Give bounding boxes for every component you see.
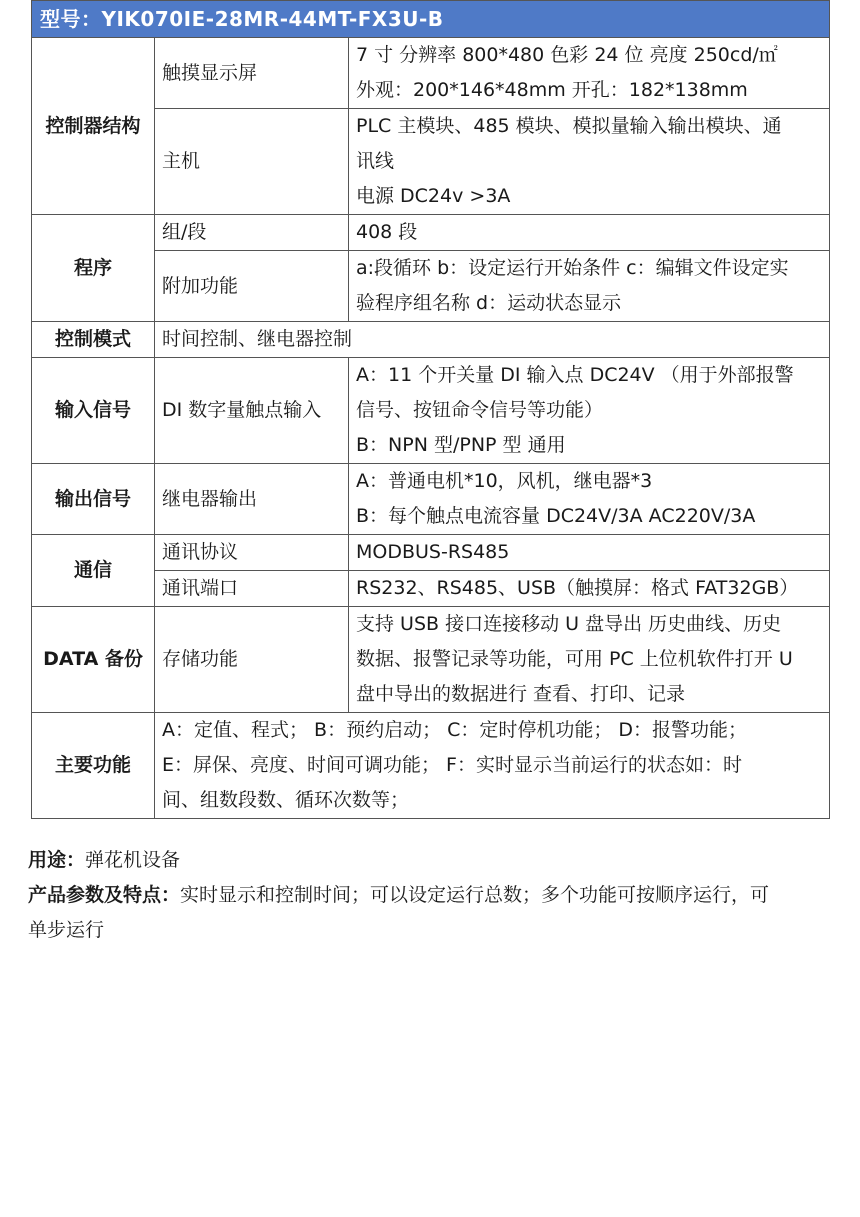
backup-line-1: 支持 USB 接口连接移动 U 盘导出 历史曲线、历史 xyxy=(356,613,782,635)
item-value-backup xyxy=(349,607,830,713)
item-label-touch: 触摸显示屏 xyxy=(155,38,349,109)
category-backup: DATA 备份 xyxy=(32,607,155,713)
category-output: 输出信号 xyxy=(32,464,155,535)
item-label-group: 组/段 xyxy=(155,215,349,251)
features-line-2: E：屏保、亮度、时间可调功能； F：实时显示当前运行的状态如：时 xyxy=(162,754,742,776)
item-value-group: 408 段 xyxy=(349,215,830,251)
backup-line-3: 盘中导出的数据进行 查看、打印、记录 xyxy=(356,683,686,705)
table-row xyxy=(32,464,830,535)
item-value-input xyxy=(349,358,830,464)
table-row xyxy=(32,38,830,109)
output-line-2: B：每个触点电流容量 DC24V/3A AC220V/3A xyxy=(356,505,756,527)
item-value-host xyxy=(349,109,830,215)
item-value-features xyxy=(155,713,830,819)
params-label: 产品参数及特点： xyxy=(28,884,181,906)
model-row xyxy=(32,1,830,38)
category-features: 主要功能 xyxy=(32,713,155,819)
item-label-extra: 附加功能 xyxy=(155,251,349,322)
item-label-input: DI 数字量触点输入 xyxy=(155,358,349,464)
item-label-backup: 存储功能 xyxy=(155,607,349,713)
table-row xyxy=(32,535,830,571)
usage-note xyxy=(28,843,828,878)
params-note xyxy=(28,878,828,913)
table-row xyxy=(32,322,830,358)
category-input: 输入信号 xyxy=(32,358,155,464)
item-value-control-mode: 时间控制、继电器控制 xyxy=(155,322,830,358)
spec-table xyxy=(31,0,830,819)
item-value-protocol: MODBUS-RS485 xyxy=(349,535,830,571)
item-value-touch xyxy=(349,38,830,109)
backup-line-2: 数据、报警记录等功能，可用 PC 上位机软件打开 U xyxy=(356,648,793,670)
model-title: 型号：YIK070IE-28MR-44MT-FX3U-B xyxy=(32,1,830,38)
params-value: 实时显示和控制时间；可以设定运行总数；多个功能可按顺序运行，可 xyxy=(180,884,770,906)
usage-value: 弹花机设备 xyxy=(85,849,181,871)
host-line-1: PLC 主模块、485 模块、模拟量输入输出模块、通 xyxy=(356,115,782,137)
touch-line-2: 外观：200*146*48mm 开孔：182*138mm xyxy=(356,79,748,101)
host-line-3: 电源 DC24v >3A xyxy=(356,185,511,207)
table-row xyxy=(32,358,830,464)
features-line-1: A：定值、程式； B：预约启动； C：定时停机功能； D：报警功能； xyxy=(162,719,748,741)
params-value-2: 单步运行 xyxy=(28,919,105,941)
features-line-3: 间、组数段数、循环次数等； xyxy=(162,789,410,811)
table-row xyxy=(32,713,830,819)
item-label-port: 通讯端口 xyxy=(155,571,349,607)
item-value-output xyxy=(349,464,830,535)
input-line-3: B：NPN 型/PNP 型 通用 xyxy=(356,434,566,456)
extra-line-2: 验程序组名称 d：运动状态显示 xyxy=(356,292,622,314)
params-note-continued xyxy=(28,913,828,948)
input-line-2: 信号、按钮命令信号等功能） xyxy=(356,399,604,421)
input-line-1: A：11 个开关量 DI 输入点 DC24V （用于外部报警 xyxy=(356,364,794,386)
item-label-output: 继电器输出 xyxy=(155,464,349,535)
extra-line-1: a:段循环 b：设定运行开始条件 c：编辑文件设定实 xyxy=(356,257,789,279)
host-line-2: 讯线 xyxy=(356,150,395,172)
category-control-mode: 控制模式 xyxy=(32,322,155,358)
table-row xyxy=(32,215,830,251)
category-program: 程序 xyxy=(32,215,155,322)
touch-line-1: 7 寸 分辨率 800*480 色彩 24 位 亮度 250cd/㎡ xyxy=(356,44,778,66)
item-label-host: 主机 xyxy=(155,109,349,215)
table-row xyxy=(32,607,830,713)
category-comm: 通信 xyxy=(32,535,155,607)
category-structure: 控制器结构 xyxy=(32,38,155,215)
item-label-protocol: 通讯协议 xyxy=(155,535,349,571)
notes-section xyxy=(28,843,828,948)
output-line-1: A：普通电机*10，风机，继电器*3 xyxy=(356,470,653,492)
item-value-extra xyxy=(349,251,830,322)
usage-label: 用途： xyxy=(28,849,86,871)
item-value-port: RS232、RS485、USB（触摸屏：格式 FAT32GB） xyxy=(349,571,830,607)
